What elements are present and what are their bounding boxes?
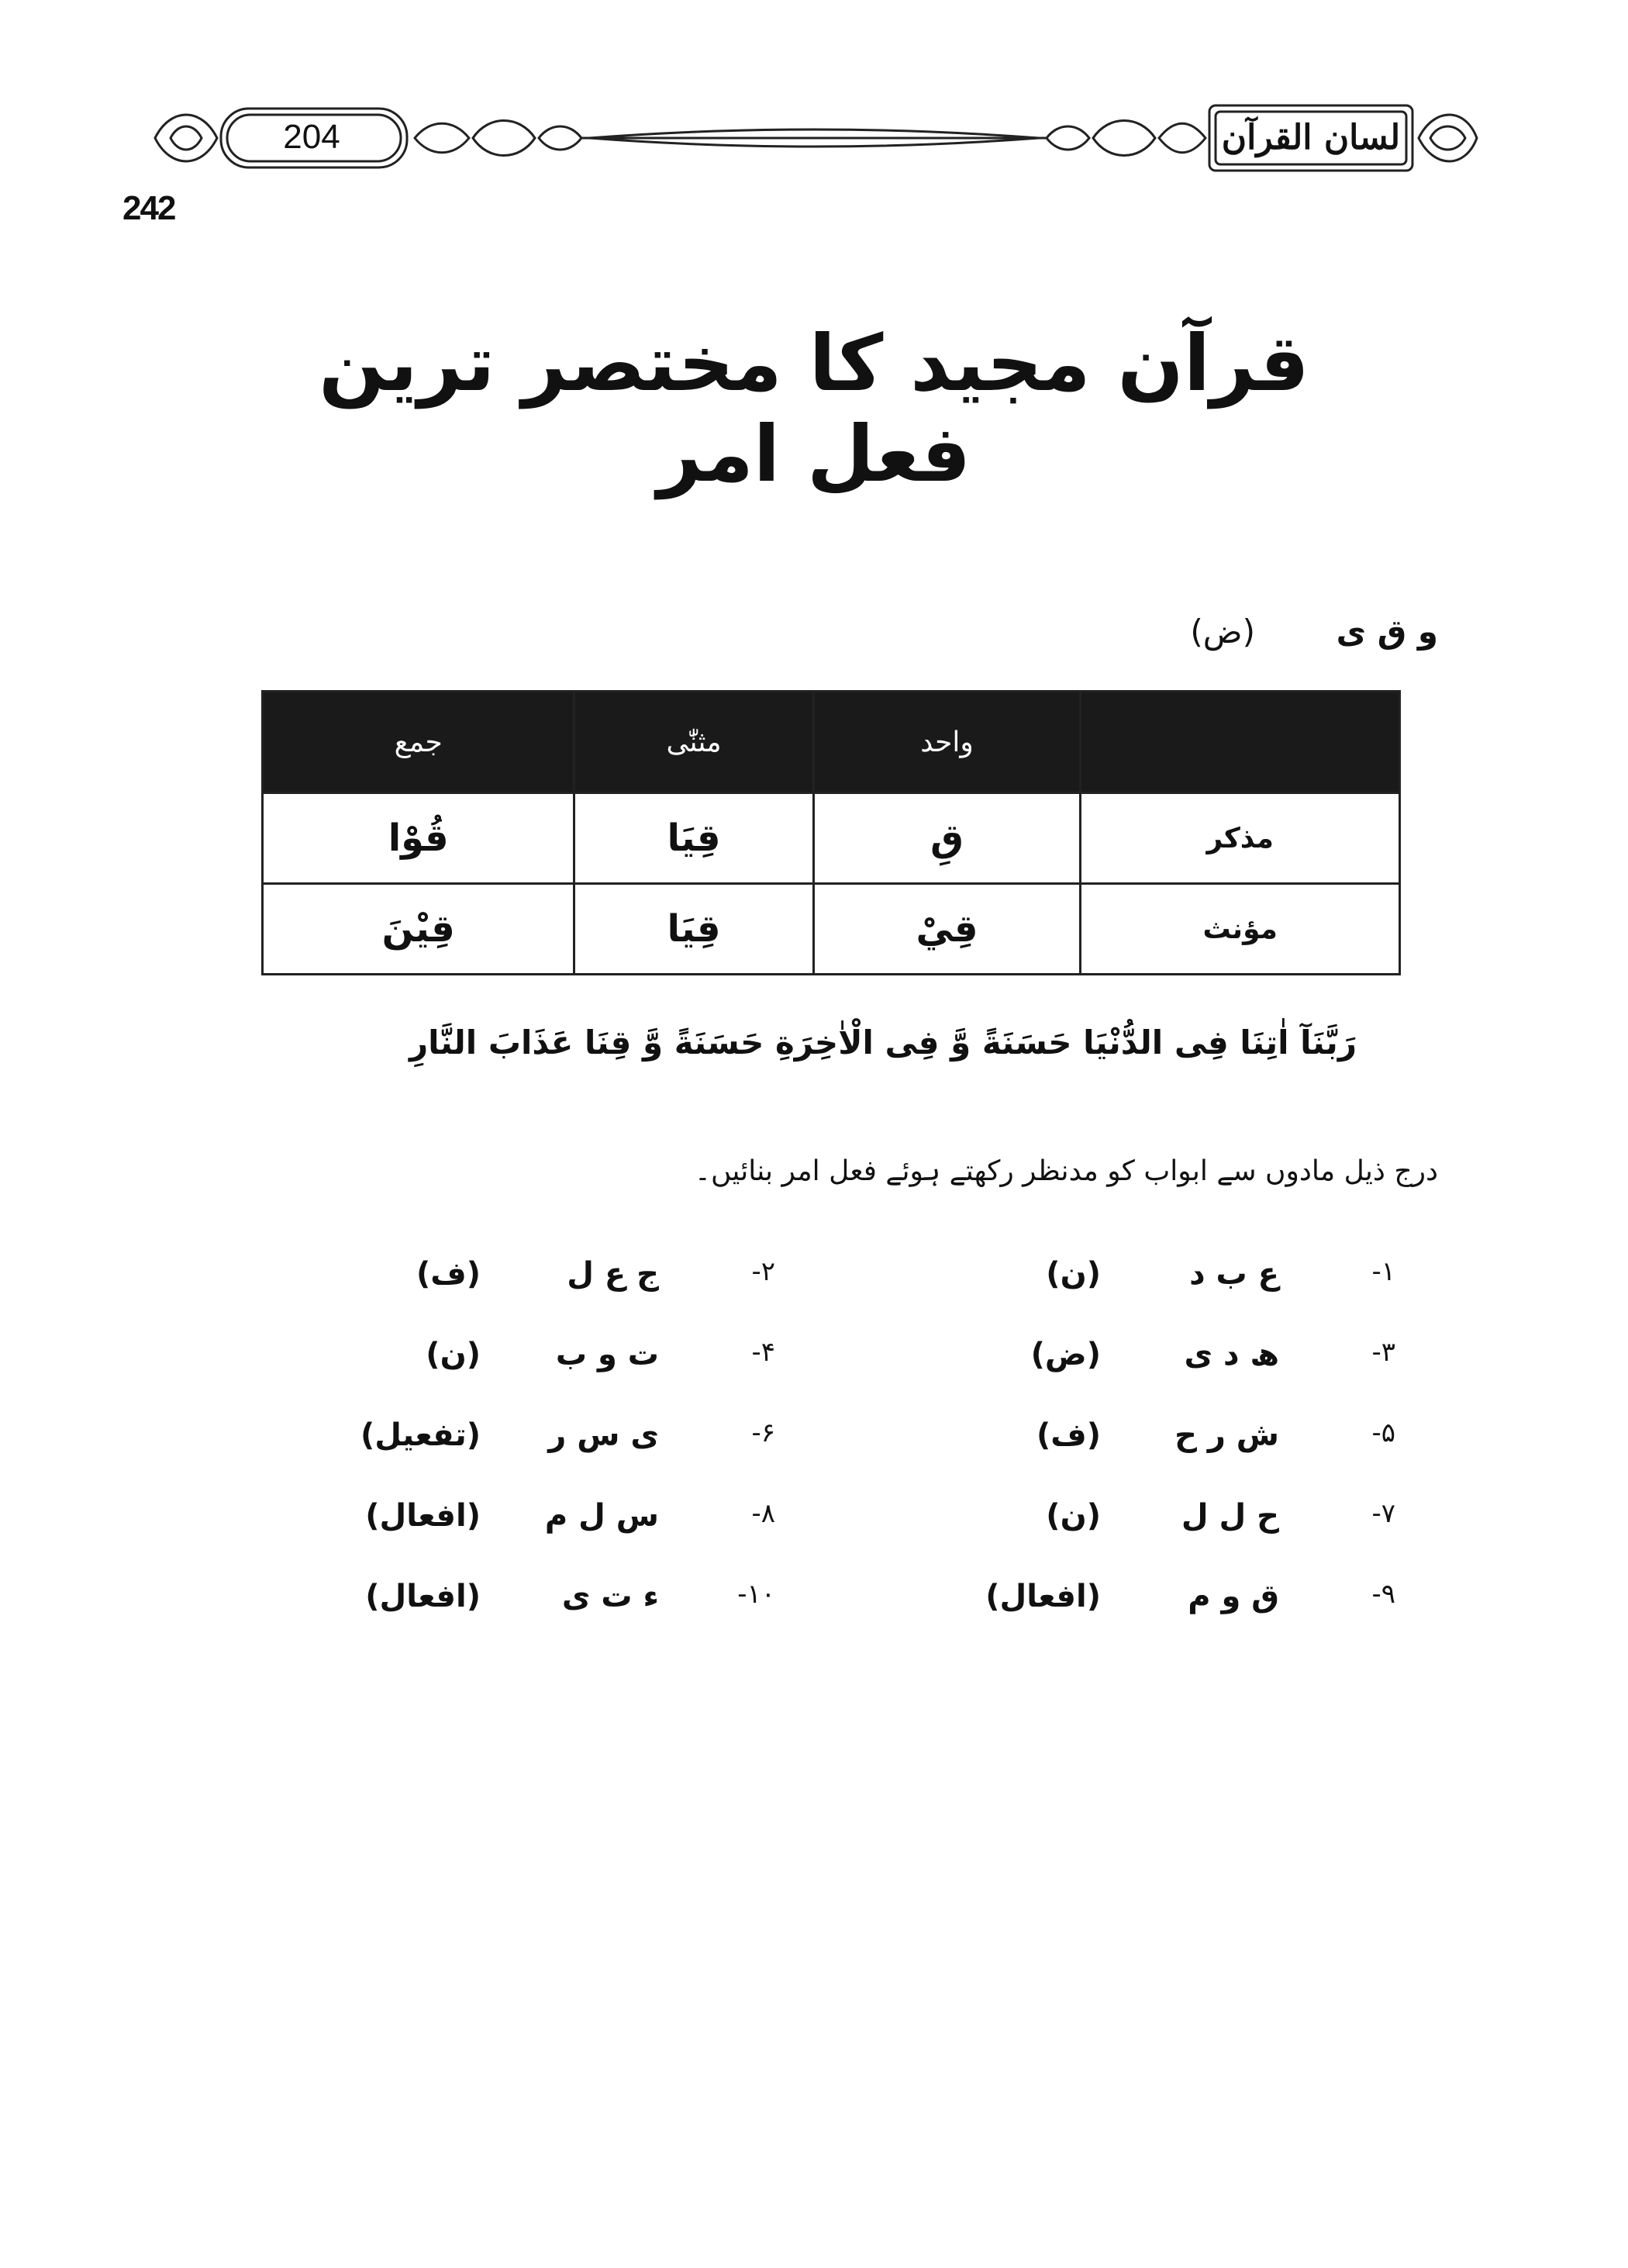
exercise-bab: (ف) (416, 1256, 481, 1292)
exercise-bab: (ض) (1030, 1337, 1101, 1372)
exercise-number: ۷- (1371, 1498, 1395, 1529)
list-item (853, 1579, 1395, 1641)
table-header-cell: جمع (263, 692, 574, 793)
table-row (263, 884, 1400, 975)
exercise-bab: (افعال) (365, 1498, 481, 1534)
exercise-root: ی س ر (548, 1417, 659, 1453)
root-line (1190, 613, 1438, 651)
row-label: مذکر (1081, 793, 1400, 884)
list-item (233, 1579, 775, 1641)
exercise-number: ۸- (751, 1498, 775, 1529)
exercise-number: ۶- (751, 1417, 775, 1448)
list-item (233, 1337, 775, 1399)
page-header (147, 91, 1481, 185)
table-cell: قِيَا (574, 793, 813, 884)
exercise-number: ۴- (751, 1337, 775, 1368)
list-item (233, 1498, 775, 1560)
exercise-root: ت و ب (555, 1337, 659, 1372)
exercise-number: ۱- (1371, 1256, 1395, 1287)
list-item (233, 1417, 775, 1479)
exercise-root: ح ل ل (1181, 1498, 1279, 1534)
exercise-bab: (ف) (1036, 1417, 1101, 1453)
list-item (853, 1417, 1395, 1479)
table-cell: قِيْنَ (263, 884, 574, 975)
table-header-row (263, 692, 1400, 793)
page-title: قرآن مجید کا مختصر ترین فعل امر (319, 318, 1309, 499)
table-header-cell: مثنّٰی (574, 692, 813, 793)
exercise-instruction: درج ذیل مادوں سے ابواب کو مدنظر رکھتے ہوئے فعل امر بنائیں۔ (694, 1155, 1438, 1187)
exercise-number: ۹- (1371, 1579, 1395, 1610)
table-cell: قِ (813, 793, 1081, 884)
exercise-number: ۲- (751, 1256, 775, 1287)
table-header-cell (1081, 692, 1400, 793)
quran-verse: رَبَّنَآ اٰتِنَا فِی الدُّنْيَا حَسَنَةً وَّ فِی الْاٰخِرَةِ حَسَنَةً وَّ قِنَا عَذَابَ النَّارِ (409, 1024, 1357, 1062)
exercise-bab: (ن) (1046, 1256, 1101, 1292)
exercise-root: ء ت ی (561, 1579, 659, 1614)
exercise-root: ع ب د (1189, 1256, 1279, 1292)
table-cell: قِيَا (574, 884, 813, 975)
root-bab: (ض) (1190, 613, 1255, 651)
exercise-root: ش ر ح (1174, 1417, 1279, 1453)
list-item (853, 1256, 1395, 1318)
page-number: 204 (283, 118, 340, 156)
exercise-bab: (ن) (426, 1337, 481, 1372)
conjugation-table (261, 690, 1401, 975)
table-header-cell: واحد (813, 692, 1081, 793)
table-cell: قُوْا (263, 793, 574, 884)
exercise-bab: (تفعیل) (360, 1417, 481, 1453)
table-row (263, 793, 1400, 884)
exercise-number: ۵- (1371, 1417, 1395, 1448)
exercise-root: ج ع ل (567, 1256, 659, 1292)
exercise-number: ۱۰- (737, 1579, 775, 1610)
book-title: لسان القرآن (1221, 118, 1401, 157)
list-item (853, 1498, 1395, 1560)
exercise-root: ق و م (1188, 1579, 1279, 1614)
exercise-bab: (ن) (1046, 1498, 1101, 1534)
root-letters: و ق ی (1336, 613, 1438, 651)
exercise-bab: (افعال) (365, 1579, 481, 1614)
list-item (233, 1256, 775, 1318)
exercise-number: ۳- (1371, 1337, 1395, 1368)
exercise-root: س ل م (544, 1498, 659, 1534)
row-label: مؤنث (1081, 884, 1400, 975)
serial-number: 242 (122, 189, 175, 227)
exercise-root: ھ د ی (1184, 1337, 1279, 1372)
table-cell: قِيْ (813, 884, 1081, 975)
list-item (853, 1337, 1395, 1399)
exercise-bab: (افعال) (985, 1579, 1101, 1614)
